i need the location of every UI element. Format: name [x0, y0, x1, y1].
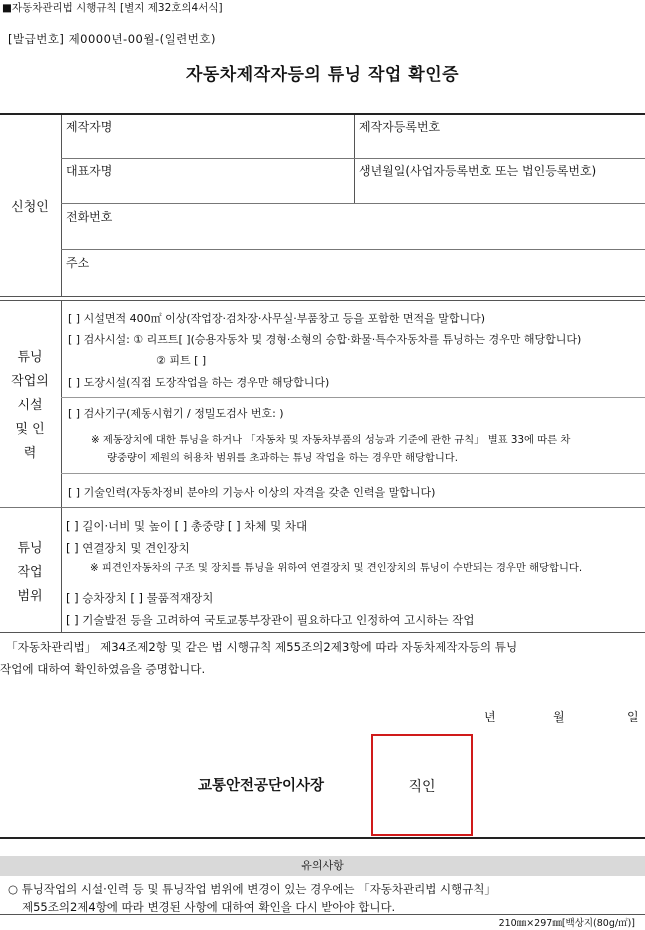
inspection-pit-checkbox[interactable]: ② 피트 [ ] [156, 354, 207, 367]
divider-top [0, 113, 645, 115]
maker-reg-no-label: 제작자등록번호 [359, 120, 441, 134]
label-line: 튜닝 [17, 541, 43, 556]
facility-area-checkbox[interactable]: [ ] 시설면적 400㎡ 이상(작업장·검차장·사무실·부품창고 등을 포함한 면적을 말합니다) [68, 312, 486, 325]
cert-line: 작업에 대하여 확인하였음을 증명합니다. [0, 662, 206, 676]
section-divider [0, 300, 645, 301]
label-line: 시설 [17, 398, 43, 413]
maker-name-label: 제작자명 [66, 120, 113, 134]
staff-checkbox[interactable]: [ ] 기술인력(자동차정비 분야의 기능사 이상의 자격을 갖춘 인력을 말합니다) [68, 486, 436, 499]
section-divider [0, 632, 645, 633]
date-day: 일 [627, 710, 639, 724]
section-divider [0, 507, 645, 508]
form-reference: ■자동차관리법 시행규칙 [별지 제32호의4서식] [2, 2, 223, 14]
label-line: 튜닝 [17, 350, 43, 365]
label-line: 범위 [17, 589, 43, 604]
notice-line: ○ 튜닝작업의 시설·인력 등 및 튜닝작업 범위에 변경이 있는 경우에는 「자동차관리법 시행규칙」 [8, 882, 496, 896]
phone-label: 전화번호 [66, 210, 113, 224]
notice-body [8, 880, 496, 916]
label-line: 및 인 [15, 422, 45, 437]
note-line: ※ 제동장치에 대한 튜닝을 하거나 「자동차 및 자동차부품의 성능과 기준에 관한 규칙」 별표 33에 따른 차 [91, 434, 571, 446]
address-label: 주소 [66, 256, 90, 270]
scope-other-checkbox[interactable]: [ ] 기술발전 등을 고려하여 국토교통부장관이 필요하다고 인정하여 고시하는 작업 [66, 613, 475, 627]
date-month: 월 [553, 710, 565, 724]
cert-line: 「자동차관리법」 제34조제2항 및 같은 법 시행규칙 제55조의2제3항에 따라 자동차제작자등의 튜닝 [6, 640, 518, 654]
label-line: 작업의 [11, 374, 49, 389]
applicant-mid-border [354, 115, 355, 204]
paint-facility-checkbox[interactable]: [ ] 도장시설(직접 도장작업을 하는 경우만 해당합니다) [68, 376, 330, 389]
scope-coupling-note: ※ 피견인자동차의 구조 및 장치를 튜닝을 위하여 연결장치 및 견인장치의 튜닝이 수반되는 경우만 해당합니다. [90, 562, 583, 574]
birthdate-label: 생년월일(사업자등록번호 또는 법인등록번호) [359, 164, 597, 178]
certification-text [0, 636, 645, 680]
paper-spec: 210㎜×297㎜[백상지(80g/㎡)] [498, 918, 635, 929]
scope-dimensions-checkboxes[interactable]: [ ] 길이·너비 및 높이 [ ] 총중량 [ ] 차체 및 차대 [66, 519, 308, 533]
official-seal-box [371, 734, 473, 836]
issuer-name: 교통안전공단이사장 [198, 778, 325, 794]
scope-section-label [0, 537, 60, 609]
row-divider [61, 473, 645, 474]
rep-name-label: 대표자명 [66, 164, 113, 178]
row-divider [61, 249, 645, 250]
scope-seat-cargo-checkboxes[interactable]: [ ] 승차장치 [ ] 물품적재장치 [66, 591, 214, 605]
section-divider [0, 296, 645, 297]
applicant-section-label: 신청인 [11, 200, 49, 215]
applicant-left-border [61, 115, 62, 297]
section-divider [0, 837, 645, 839]
instrument-checkbox[interactable]: [ ] 검사기구(제동시험기 / 정밀도검사 번호: ) [68, 407, 284, 420]
notice-header: 유의사항 [0, 856, 645, 876]
seal-text: 직인 [408, 779, 436, 795]
row-divider [61, 203, 645, 204]
date-year: 년 [484, 710, 496, 724]
label-line: 작업 [17, 565, 43, 580]
label-line: 력 [23, 446, 37, 461]
row-divider [61, 397, 645, 398]
document-title: 자동차제작자등의 튜닝 작업 확인증 [185, 65, 460, 85]
notice-line: 제55조의2제4항에 따라 변경된 사항에 대하여 확인을 다시 받아야 합니다. [22, 900, 396, 914]
scope-coupling-checkbox[interactable]: [ ] 연결장치 및 견인장치 [66, 541, 190, 555]
note-line: 량중량이 제원의 허용차 범위를 초과하는 튜닝 작업을 하는 경우만 해당합니다. [107, 452, 459, 464]
facilities-left-border [61, 301, 62, 633]
facilities-section-label [0, 346, 60, 466]
row-divider [61, 158, 645, 159]
issue-number: [발급번호] 제0000년-00월-(일련번호) [8, 32, 216, 46]
instrument-note [91, 431, 570, 467]
inspection-lift-checkbox[interactable]: [ ] 검사시설: ① 리프트[ ](승용자동차 및 경형·소형의 승합·화물·특수자동차를 튜닝하는 경우만 해당합니다) [68, 333, 582, 346]
